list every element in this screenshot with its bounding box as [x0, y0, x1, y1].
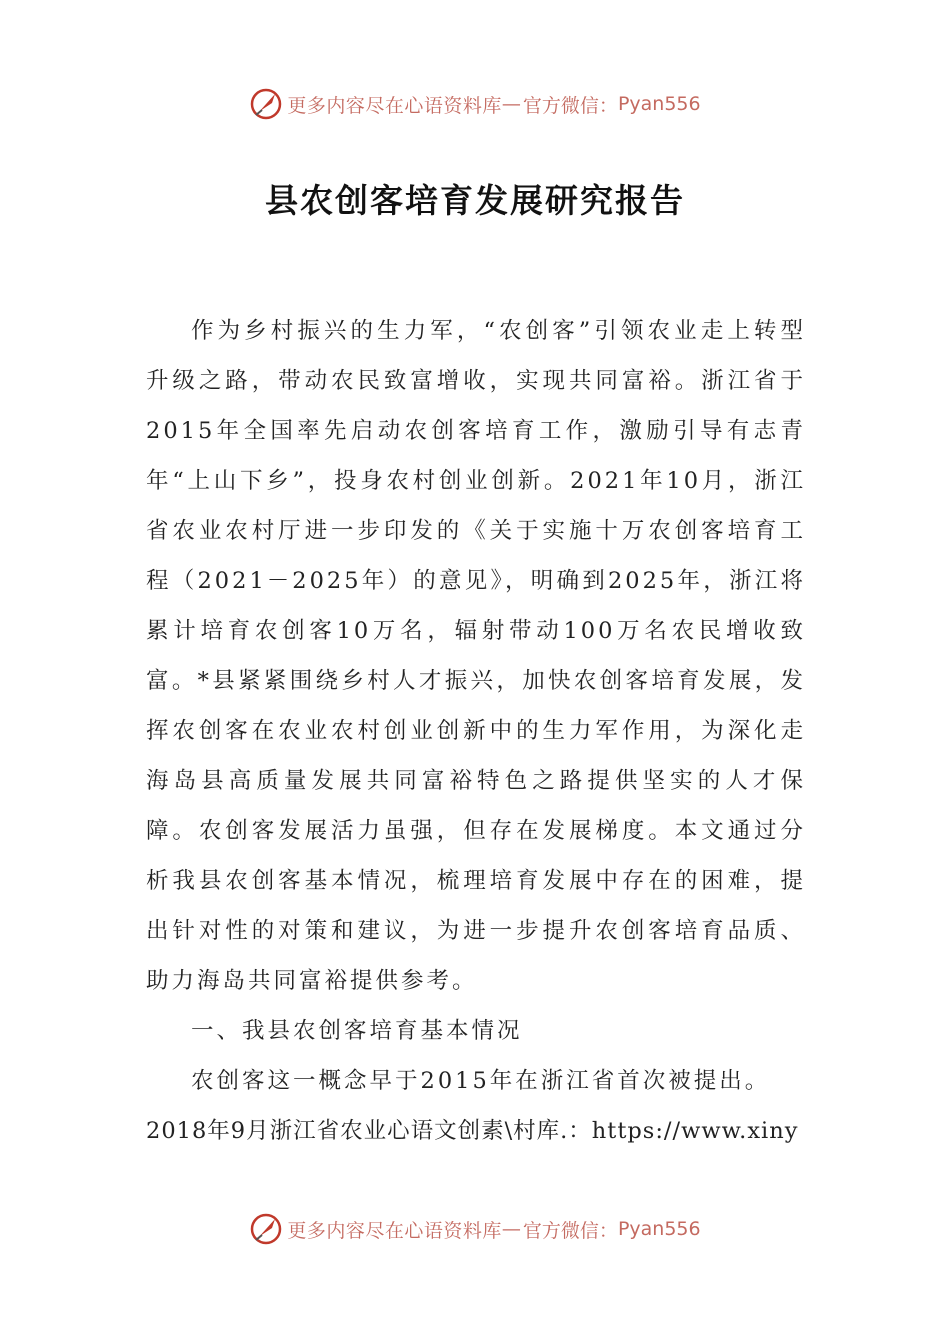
document-body	[146, 306, 806, 1156]
watermark-label: 官方微信：	[522, 1219, 618, 1242]
document-title: 县农创客培育发展研究报告	[265, 181, 685, 220]
section-1-paragraph-line: 农创客这一概念早于2015年在浙江省首次被提出。	[191, 1068, 771, 1094]
quill-logo-icon	[249, 1212, 283, 1246]
watermark-wechat-id: Pyan556	[617, 1218, 701, 1240]
section-1-heading: 一、我县农创客培育基本情况	[191, 1018, 523, 1044]
watermark-text: 更多内容尽在心语资料库	[287, 94, 502, 117]
watermark-wechat-id: Pyan556	[617, 93, 701, 115]
watermark-header	[0, 86, 950, 122]
watermark-dash: —	[501, 93, 521, 115]
watermark-dash: —	[501, 1218, 521, 1240]
section-1-paragraph-cut-line: 2018年9月浙江省农业心语文创素\村库.：https://www.xiny	[146, 1118, 799, 1144]
watermark-label: 官方微信：	[522, 94, 618, 117]
intro-paragraph: 作为乡村振兴的生力军，“农创客”引领农业走上转型升级之路，带动农民致富增收，实现共同富裕。浙江省于2015年全国率先启动农创客培育工作，激励引导有志青年“上山下乡”，投身农村创业创新。2021年10月，浙江省农业农村厅进一步印发的《关于实施十万农创客培育工程（2021－2025年）的意见》，明确到2025年，浙江将累计培育农创客10万名，辐射带动100万名农民增收致富。*县紧紧围绕乡村人才振兴，加快农创客培育发展，发挥农创客在农业农村创业创新中的生力军作用，为深化走海岛县高质量发展共同富裕特色之路提供坚实的人才保障。农创客发展活力虽强，但存在发展梯度。本文通过分析我县农创客基本情况，梳理培育发展中存在的困难，提出针对性的对策和建议，为进一步提升农创客培育品质、助力海岛共同富裕提供参考。	[146, 318, 806, 994]
watermark-text: 更多内容尽在心语资料库	[287, 1219, 502, 1242]
watermark-footer	[0, 1211, 950, 1247]
quill-logo-icon	[249, 87, 283, 121]
